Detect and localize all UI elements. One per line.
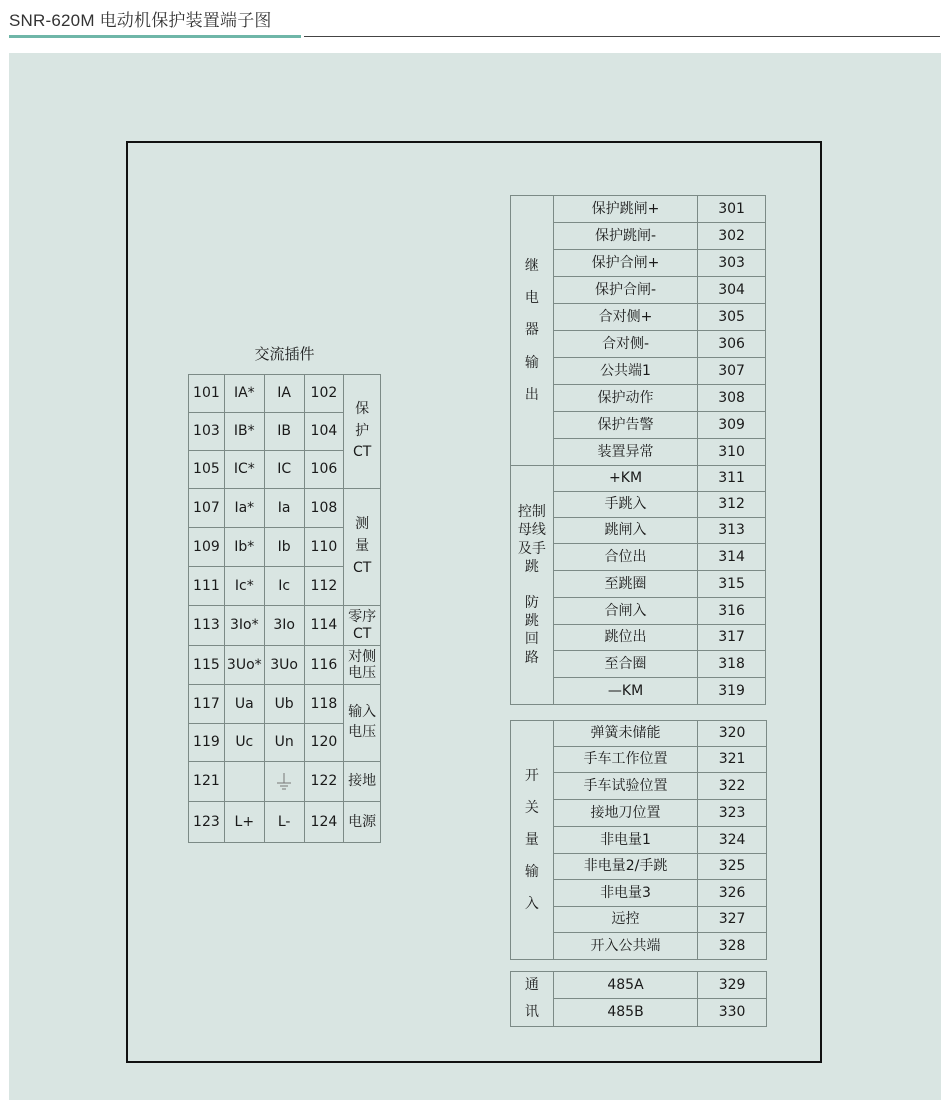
- group-label-protection-ct: 保 护 CT: [344, 375, 381, 489]
- terminal-function: 手车试验位置: [553, 773, 697, 800]
- terminal-number: 122: [304, 762, 344, 802]
- terminal-signal: L+: [224, 802, 264, 843]
- terminal-number: 113: [189, 606, 225, 646]
- terminal-number: 114: [304, 606, 344, 646]
- terminal-number: 112: [304, 567, 344, 606]
- terminal-number: 123: [189, 802, 225, 843]
- terminal-number: 320: [698, 721, 767, 747]
- terminal-signal: IC: [264, 451, 304, 489]
- terminal-function: 装置异常: [553, 439, 697, 466]
- terminal-signal: Ib: [264, 528, 304, 567]
- terminal-number: 121: [189, 762, 225, 802]
- group-label-input-voltage: 输入 电压: [344, 685, 381, 762]
- terminal-number: 316: [698, 598, 766, 625]
- terminal-function: 保护动作: [553, 385, 697, 412]
- terminal-function: 跳闸入: [553, 518, 697, 544]
- title-divider-rule: [304, 36, 940, 37]
- terminal-number: 124: [304, 802, 344, 843]
- terminal-row: [189, 762, 381, 802]
- terminal-number: 308: [698, 385, 766, 412]
- terminal-function: 485B: [553, 999, 697, 1027]
- terminal-number: 318: [698, 651, 766, 678]
- terminal-row: [189, 375, 381, 413]
- terminal-number: 105: [189, 451, 225, 489]
- terminal-number: 325: [698, 854, 767, 880]
- terminal-number: 115: [189, 646, 225, 685]
- terminal-number: 311: [698, 466, 766, 492]
- terminal-number: 106: [304, 451, 344, 489]
- terminal-row: [511, 466, 766, 492]
- terminal-function: 保护合闸+: [553, 250, 697, 277]
- terminal-number: 327: [698, 907, 767, 933]
- terminal-number: 313: [698, 518, 766, 544]
- terminal-function: 非电量3: [553, 880, 697, 907]
- terminal-number: 304: [698, 277, 766, 304]
- terminal-number: 309: [698, 412, 766, 439]
- switch-input-table: [510, 720, 767, 960]
- terminal-row: [189, 606, 381, 646]
- ac-plugin-table: [188, 374, 381, 843]
- terminal-number: 314: [698, 544, 766, 571]
- terminal-signal: 3Io: [264, 606, 304, 646]
- group-label-measurement-ct: 测 量 CT: [344, 489, 381, 606]
- terminal-signal: Ia*: [224, 489, 264, 528]
- terminal-number: 120: [304, 724, 344, 762]
- terminal-function: 跳位出: [553, 625, 697, 651]
- terminal-function: —KM: [553, 678, 697, 705]
- terminal-signal: L-: [264, 802, 304, 843]
- terminal-signal: 3Uo: [264, 646, 304, 685]
- terminal-function: 485A: [553, 972, 697, 999]
- terminal-number: 118: [304, 685, 344, 724]
- terminal-number: 110: [304, 528, 344, 567]
- terminal-number: 117: [189, 685, 225, 724]
- terminal-number: 103: [189, 413, 225, 451]
- group-label-power: 电源: [344, 802, 381, 843]
- terminal-number: 108: [304, 489, 344, 528]
- terminal-row: [189, 685, 381, 724]
- terminal-row: [511, 196, 766, 223]
- group-label-ground: 接地: [344, 762, 381, 802]
- terminal-function: 弹簧未储能: [553, 721, 697, 747]
- terminal-number: 330: [698, 999, 767, 1027]
- group-label-relay-output: 继 电 器 输 出: [511, 196, 554, 466]
- group-label-communication: 通 讯: [511, 972, 554, 1027]
- terminal-signal: IB: [264, 413, 304, 451]
- terminal-function: 至跳圈: [553, 571, 697, 598]
- terminal-function: 合对侧-: [553, 331, 697, 358]
- terminal-signal: 3Uo*: [224, 646, 264, 685]
- terminal-number: 119: [189, 724, 225, 762]
- terminal-number: 326: [698, 880, 767, 907]
- terminal-number: 322: [698, 773, 767, 800]
- terminal-number: 323: [698, 800, 767, 827]
- terminal-function: 合对侧+: [553, 304, 697, 331]
- terminal-number: 306: [698, 331, 766, 358]
- group-label-switch-input: 开 关 量 输 入: [511, 721, 554, 960]
- terminal-function: 接地刀位置: [553, 800, 697, 827]
- ground-terminal: [264, 762, 304, 802]
- terminal-row: [189, 489, 381, 528]
- terminal-number: 109: [189, 528, 225, 567]
- terminal-function: 非电量2/手跳: [553, 854, 697, 880]
- communication-table: [510, 971, 767, 1027]
- terminal-signal: Ua: [224, 685, 264, 724]
- terminal-signal: Un: [264, 724, 304, 762]
- title-accent-rule: [9, 35, 301, 38]
- terminal-number: 102: [304, 375, 344, 413]
- terminal-number: 303: [698, 250, 766, 277]
- terminal-signal: IB*: [224, 413, 264, 451]
- terminal-signal: [224, 762, 264, 802]
- terminal-number: 116: [304, 646, 344, 685]
- terminal-function: 保护告警: [553, 412, 697, 439]
- terminal-number: 321: [698, 747, 767, 773]
- terminal-signal: Ic*: [224, 567, 264, 606]
- terminal-row: [189, 802, 381, 843]
- terminal-number: 329: [698, 972, 767, 999]
- terminal-signal: IA: [264, 375, 304, 413]
- terminal-number: 305: [698, 304, 766, 331]
- terminal-function: 公共端1: [553, 358, 697, 385]
- group-label-control-bus: 控制 母线 及手 跳 防 跳 回 路: [511, 466, 554, 705]
- terminal-signal: Ia: [264, 489, 304, 528]
- terminal-number: 310: [698, 439, 766, 466]
- terminal-signal: Ic: [264, 567, 304, 606]
- terminal-signal: Uc: [224, 724, 264, 762]
- terminal-function: 开入公共端: [553, 933, 697, 960]
- terminal-number: 307: [698, 358, 766, 385]
- terminal-function: 合位出: [553, 544, 697, 571]
- terminal-function: 保护合闸-: [553, 277, 697, 304]
- terminal-function: 手车工作位置: [553, 747, 697, 773]
- terminal-function: 保护跳闸+: [553, 196, 697, 223]
- ground-icon: [276, 773, 292, 791]
- terminal-number: 319: [698, 678, 766, 705]
- terminal-row: [511, 721, 767, 747]
- terminal-number: 328: [698, 933, 767, 960]
- terminal-function: +KM: [553, 466, 697, 492]
- terminal-function: 手跳入: [553, 492, 697, 518]
- terminal-row: [511, 972, 767, 999]
- terminal-function: 远控: [553, 907, 697, 933]
- terminal-signal: 3Io*: [224, 606, 264, 646]
- terminal-number: 312: [698, 492, 766, 518]
- group-label-zero-sequence-ct: 零序 CT: [344, 606, 381, 646]
- terminal-number: 111: [189, 567, 225, 606]
- terminal-signal: Ub: [264, 685, 304, 724]
- terminal-number: 104: [304, 413, 344, 451]
- terminal-number: 324: [698, 827, 767, 854]
- terminal-row: [189, 646, 381, 685]
- terminal-function: 至合圈: [553, 651, 697, 678]
- terminal-number: 317: [698, 625, 766, 651]
- page-title: SNR-620M 电动机保护装置端子图: [9, 11, 272, 30]
- terminal-number: 101: [189, 375, 225, 413]
- terminal-signal: Ib*: [224, 528, 264, 567]
- terminal-function: 非电量1: [553, 827, 697, 854]
- ac-plugin-caption: 交流插件: [254, 345, 315, 363]
- group-label-opposite-voltage: 对侧 电压: [344, 646, 381, 685]
- terminal-number: 301: [698, 196, 766, 223]
- terminal-number: 107: [189, 489, 225, 528]
- terminal-signal: IA*: [224, 375, 264, 413]
- terminal-signal: IC*: [224, 451, 264, 489]
- terminal-function: 合闸入: [553, 598, 697, 625]
- relay-output-table: [510, 195, 766, 705]
- terminal-number: 302: [698, 223, 766, 250]
- terminal-function: 保护跳闸-: [553, 223, 697, 250]
- terminal-number: 315: [698, 571, 766, 598]
